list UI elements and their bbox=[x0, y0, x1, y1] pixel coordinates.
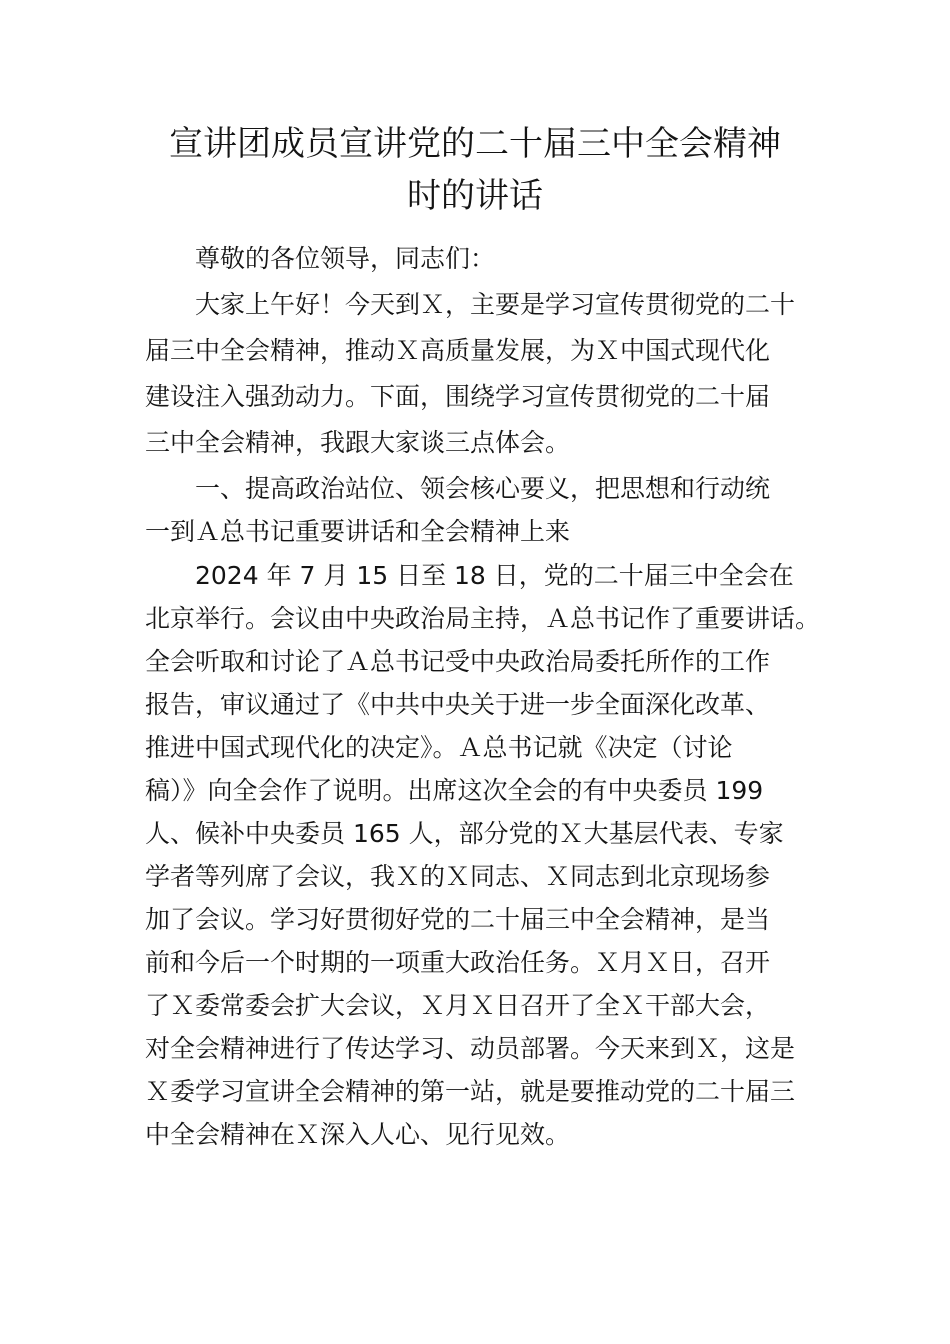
paragraph-body-line: 全会听取和讨论了Ａ总书记受中央政治局委托所作的工作 bbox=[145, 647, 771, 676]
document-title-line-2: 时的讲话 bbox=[407, 176, 543, 216]
paragraph-body-line: 加了会议。学习好贯彻好党的二十届三中全会精神，是当 bbox=[145, 905, 771, 934]
document-title-line-1: 宣讲团成员宣讲党的二十届三中全会精神 bbox=[169, 124, 781, 164]
section-heading-line: 一到Ａ总书记重要讲话和全会精神上来 bbox=[145, 517, 571, 546]
paragraph-body-line: 中全会精神在Ｘ深入人心、见行见效。 bbox=[145, 1120, 571, 1149]
paragraph-body-line: 2024 年 7 月 15 日至 18 日，党的二十届三中全会在 bbox=[195, 561, 794, 590]
paragraph-body-line: 学者等列席了会议，我Ｘ的Ｘ同志、Ｘ同志到北京现场参 bbox=[145, 862, 771, 891]
paragraph-intro-line: 届三中全会精神，推动Ｘ高质量发展，为Ｘ中国式现代化 bbox=[145, 336, 771, 365]
paragraph-body-line: 报告，审议通过了《中共中央关于进一步全面深化改革、 bbox=[145, 690, 771, 719]
paragraph-body-line: 推进中国式现代化的决定》。Ａ总书记就《决定（讨论 bbox=[145, 733, 733, 762]
paragraph-body-line: 对全会精神进行了传达学习、动员部署。今天来到Ｘ，这是 bbox=[145, 1034, 796, 1063]
paragraph-body-line: 人、候补中央委员 165 人，部分党的Ｘ大基层代表、专家 bbox=[145, 819, 784, 848]
paragraph-intro-line: 三中全会精神，我跟大家谈三点体会。 bbox=[145, 428, 571, 457]
paragraph-body-line: Ｘ委学习宣讲全会精神的第一站，就是要推动党的二十届三 bbox=[145, 1077, 796, 1106]
paragraph-intro-line: 大家上午好！今天到Ｘ，主要是学习宣传贯彻党的二十 bbox=[195, 290, 796, 319]
paragraph-body-line: 北京举行。会议由中央政治局主持，Ａ总书记作了重要讲话。 bbox=[145, 604, 821, 633]
paragraph-body-line: 稿）》向全会作了说明。出席这次全会的有中央委员 199 bbox=[145, 776, 764, 805]
section-heading-line: 一、提高政治站位、领会核心要义，把思想和行动统 bbox=[195, 474, 771, 503]
paragraph-body-line: 了Ｘ委常委会扩大会议，Ｘ月Ｘ日召开了全Ｘ干部大会， bbox=[145, 991, 771, 1020]
paragraph-body-line: 前和今后一个时期的一项重大政治任务。Ｘ月Ｘ日，召开 bbox=[145, 948, 771, 977]
paragraph-intro-line: 建设注入强劲动力。下面，围绕学习宣传贯彻党的二十届 bbox=[145, 382, 771, 411]
salutation: 尊敬的各位领导，同志们： bbox=[195, 244, 496, 273]
